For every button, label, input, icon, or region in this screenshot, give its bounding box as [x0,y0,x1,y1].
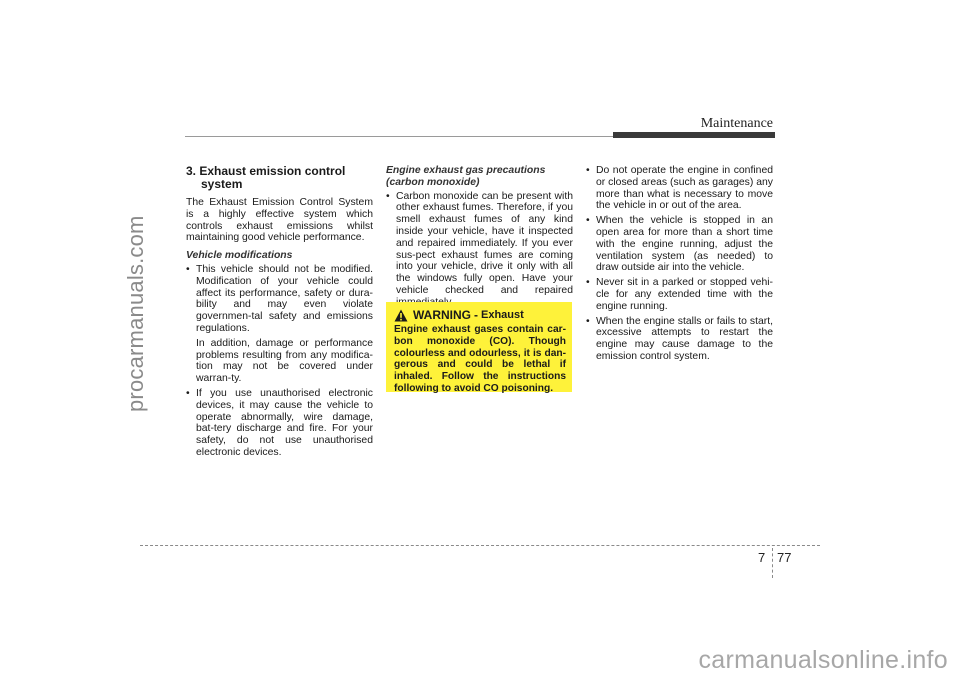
section-heading-line1: 3. Exhaust emission control [186,164,346,178]
bullet-continuation: In addition, damage or performance problems resulting from any modifica-tion may not be covered under warran-ty. [196,337,373,385]
warning-body: Engine exhaust gases contain car-bon monoxide (CO). Though colourless and odourless, it is dan-gerous and could be lethal if inhaled. Follow the instructions following to avoid CO poisoning. [394,324,566,394]
subheading-line2: (carbon monoxide) [386,176,480,188]
section-heading [186,165,373,191]
bullet-text: • When the vehicle is stopped in an open area for more than a short time with the engine running, adjust the ventilation system (as needed) to draw outside air into the vehicle. [596,215,773,274]
warning-header [394,308,566,322]
footer-rule [140,545,820,546]
bullet-text: • When the engine stalls or fails to start, excessive attempts to restart the engine may cause damage to the emission control system. [596,315,773,362]
page-number: 77 [777,550,792,565]
column-middle [386,165,573,312]
side-watermark-text: procarmanuals.com [123,215,148,412]
warning-box [386,302,572,392]
precautions-list [386,191,573,309]
subheading-exhaust-precautions [386,165,573,189]
intro-paragraph: The Exhaust Emission Control System is a highly effective system which controls exhaust emissions whilst maintaining good vehicle performance. [186,197,373,244]
column-right [586,165,773,366]
list-item [186,388,373,459]
list-item [586,165,773,212]
bullet-text: • This vehicle should not be modified. Modification of your vehicle could affect its performance, safety or dura-bility and may even violate governmen-tal safety and emissions regulations. [196,263,373,334]
modifications-list [186,264,373,459]
subheading-vehicle-modifications: Vehicle modifications [186,250,293,262]
page-number-divider [772,548,773,578]
section-title: Maintenance [700,116,773,131]
chapter-number: 7 [758,550,766,565]
safety-list [586,165,773,363]
bullet-text: • Carbon monoxide can be present with other exhaust fumes. Therefore, if you smell exhaust fumes of any kind inside your vehicle, have it inspected and repaired immediately. If you ever sus-pect exhaust fumes are coming into your vehicle, drive it only with all the windows fully open. Have your vehicle checked and repaired [396,190,573,296]
footer-watermark: carmanualsonline.info [698,646,948,674]
list-item [586,215,773,274]
warning-label: WARNING [413,308,471,322]
list-item [186,264,373,385]
warning-topic: Exhaust [481,309,524,321]
warning-triangle-icon [394,309,408,322]
subheading-line1: Engine exhaust gas precautions [386,165,546,176]
list-item [586,277,773,312]
section-heading-line2: system [201,177,243,191]
bullet-text: • If you use unauthorised electronic devices, it may cause the vehicle to operate abnormally, wire damage, bat-tery discharge and fire. For your safety, do not use unauthorised electronic devices. [196,387,373,458]
column-left [186,165,373,462]
header-rule-accent [613,132,775,138]
bullet-text: • Do not operate the engine in confined or closed areas (such as garages) any more than what is necessary to move the vehicle in or out of the area. [596,165,773,212]
warning-dash: - [474,308,478,322]
list-item [586,316,773,363]
bullet-text: • Never sit in a parked or stopped vehi-cle for any extended time with the engine running. [596,277,773,312]
list-item [386,191,573,309]
